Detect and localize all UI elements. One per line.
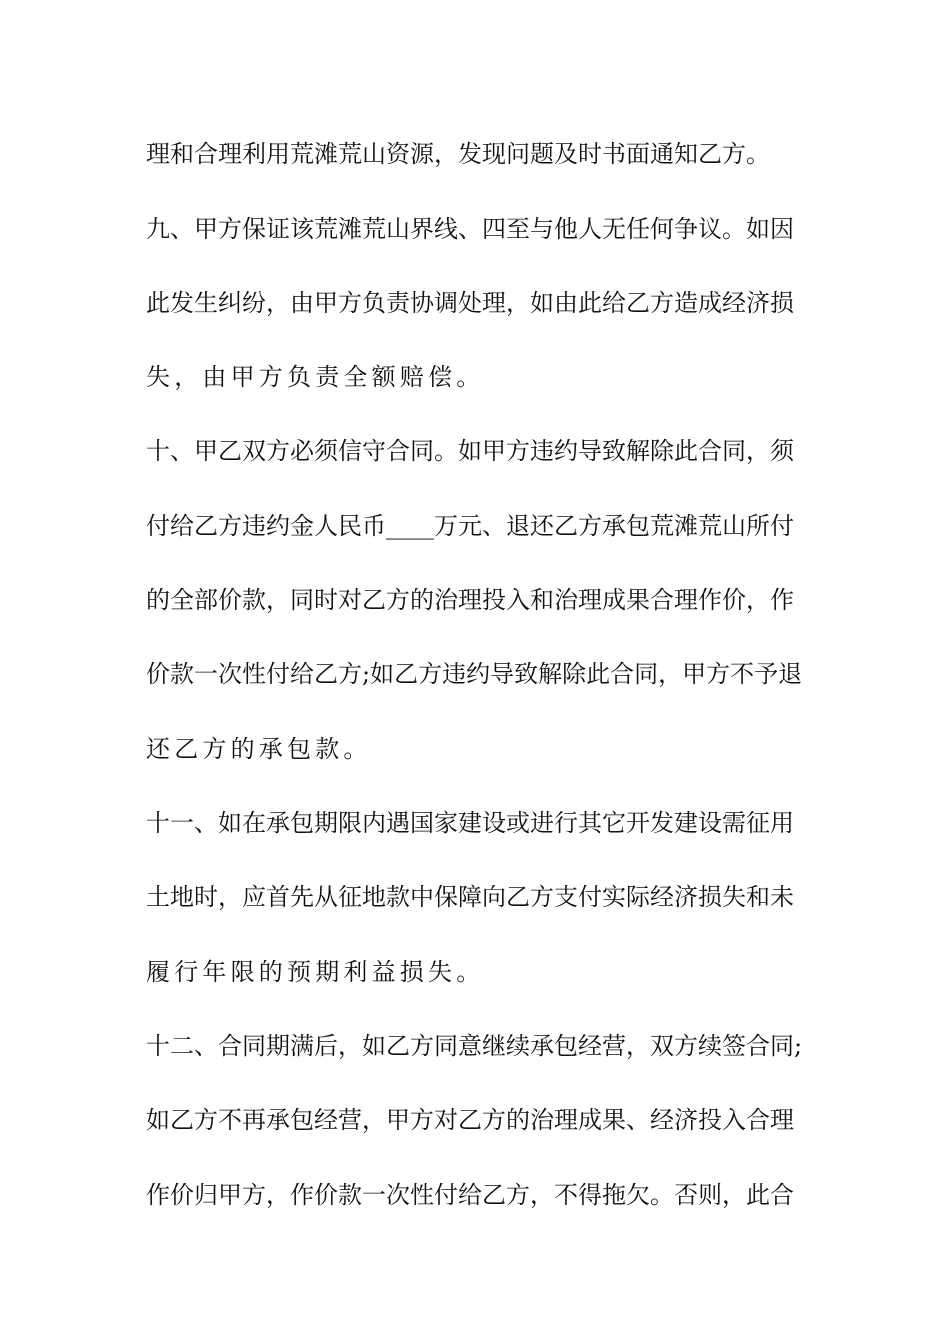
text-line-9: 还乙方的承包款。 — [146, 735, 372, 763]
text-line-12: 履行年限的预期利益损失。 — [146, 958, 485, 986]
text-line-5: 十、甲乙双方必须信守合同。如甲方违约导致解除此合同，须 — [146, 437, 794, 465]
text-line-3: 此发生纠纷，由甲方负责协调处理，如由此给乙方造成经济损 — [146, 289, 794, 317]
text-line-6: 付给乙方违约金人民币____万元、退还乙方承包荒滩荒山所付 — [146, 512, 794, 540]
text-line-13: 十二、合同期满后，如乙方同意继续承包经营，双方续签合同; — [146, 1032, 803, 1060]
text-line-8: 价款一次性付给乙方;如乙方违约导致解除此合同，甲方不予退 — [146, 660, 803, 688]
text-line-2: 九、甲方保证该荒滩荒山界线、四至与他人无任何争议。如因 — [146, 215, 794, 243]
text-line-4: 失，由甲方负责全额赔偿。 — [146, 363, 485, 391]
text-line-15: 作价归甲方，作价款一次性付给乙方，不得拖欠。否则，此合 — [146, 1181, 794, 1209]
text-line-14: 如乙方不再承包经营，甲方对乙方的治理成果、经济投入合理 — [146, 1106, 794, 1134]
text-line-7: 的全部价款，同时对乙方的治理投入和治理成果合理作价，作 — [146, 586, 794, 614]
text-line-1: 理和合理利用荒滩荒山资源，发现问题及时书面通知乙方。 — [146, 140, 770, 168]
text-line-11: 土地时，应首先从征地款中保障向乙方支付实际经济损失和未 — [146, 883, 794, 911]
text-line-10: 十一、如在承包期限内遇国家建设或进行其它开发建设需征用 — [146, 809, 794, 837]
